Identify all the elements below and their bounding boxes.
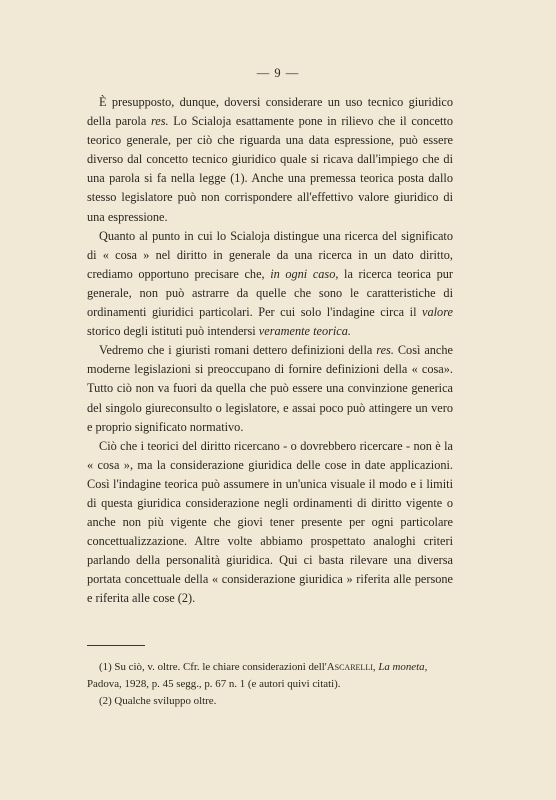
footnotes (87, 659, 453, 710)
italic-text: res. (376, 343, 394, 358)
italic-text: La moneta, (378, 661, 428, 673)
text-run: Quanto al punto in cui lo Scialoja distingue una ricerca del significato di « cosa » nel diritto in generale da una ricerca in un dato diritto, crediamo opportuno precisare che, (87, 228, 453, 281)
text-run: È presupposto, dunque, doversi considerare un uso tecnico giuridico della parola (87, 95, 453, 129)
italic-text: valore (422, 305, 453, 320)
italic-text: in ogni caso, (270, 266, 339, 281)
text-run: Padova, 1928, p. 45 segg., p. 67 n. 1 (e autori quivi citati). (87, 678, 341, 690)
paragraph-4 (87, 437, 453, 609)
italic-text: res. (150, 114, 169, 129)
footnote-2 (87, 693, 453, 710)
author-name: Ascarelli (326, 661, 373, 673)
text-run: Vedremo che i giuristi romani dettero definizioni della (99, 343, 377, 358)
text-run: (1) Su ciò, v. oltre. Cfr. le chiare considerazioni dell' (99, 661, 327, 673)
paragraph-2 (87, 227, 453, 342)
text-run: la ricerca teorica pur generale, non può astrarre da quelle che sono le caratteristiche di ordinamenti giuridici particolari. Per cui solo l'indagine circa il (87, 266, 453, 320)
text-run: Ciò che i teorici del diritto ricercano - o dovrebbero ricercare - non è la « cosa », ma la considerazione giuridica delle cose in date applicazioni. Così l'indagine teorica può assumere in un'unica visuale il modo e i limiti di questa giuridica considerazione negli ordinamenti di diritto vigente o anche non più vigente che giovi tener presente per ogni particolare concettualizzazione. Altre volte abbiamo prospettato analoghi criteri parlando della personalità giuridica. Qui ci basta rilevare una diversa portata concettuale della « considerazione giuridica » riferita alle persone e riferita alle cose (2). (87, 438, 453, 606)
paragraph-3 (87, 341, 453, 436)
footnote-1 (87, 659, 453, 693)
text-run: , (372, 661, 379, 673)
text-run: Lo Scialoja esattamente pone in rilievo che il concetto teorico generale, per ciò che riguarda una data espressione, può essere diverso dal concetto tecnico giuridico quale si ricava dall'impiego che di una parola si fa nella legge (1). Anche una premessa teorica posta dallo stesso legislatore può non corrispondere all'effettivo valore giuridico di una espressione. (87, 114, 453, 224)
body-text (87, 93, 453, 609)
text-run: storico degli istituti può intendersi (87, 324, 259, 339)
italic-text: veramente teorica. (258, 324, 351, 339)
text-run: Così anche moderne legislazioni si preoccupano di fornire definizioni della « cosa». Tutto ciò non va fuori da quella che può essere una convinzione generica del singolo giureconsulto o legislatore, e assai poco può attingere un vero e proprio significato normativo. (87, 343, 453, 434)
paragraph-1 (87, 93, 453, 227)
footnote-separator (87, 645, 145, 646)
page-number: — 9 — (256, 66, 300, 80)
text-run: (2) Qualche sviluppo oltre. (99, 695, 217, 707)
